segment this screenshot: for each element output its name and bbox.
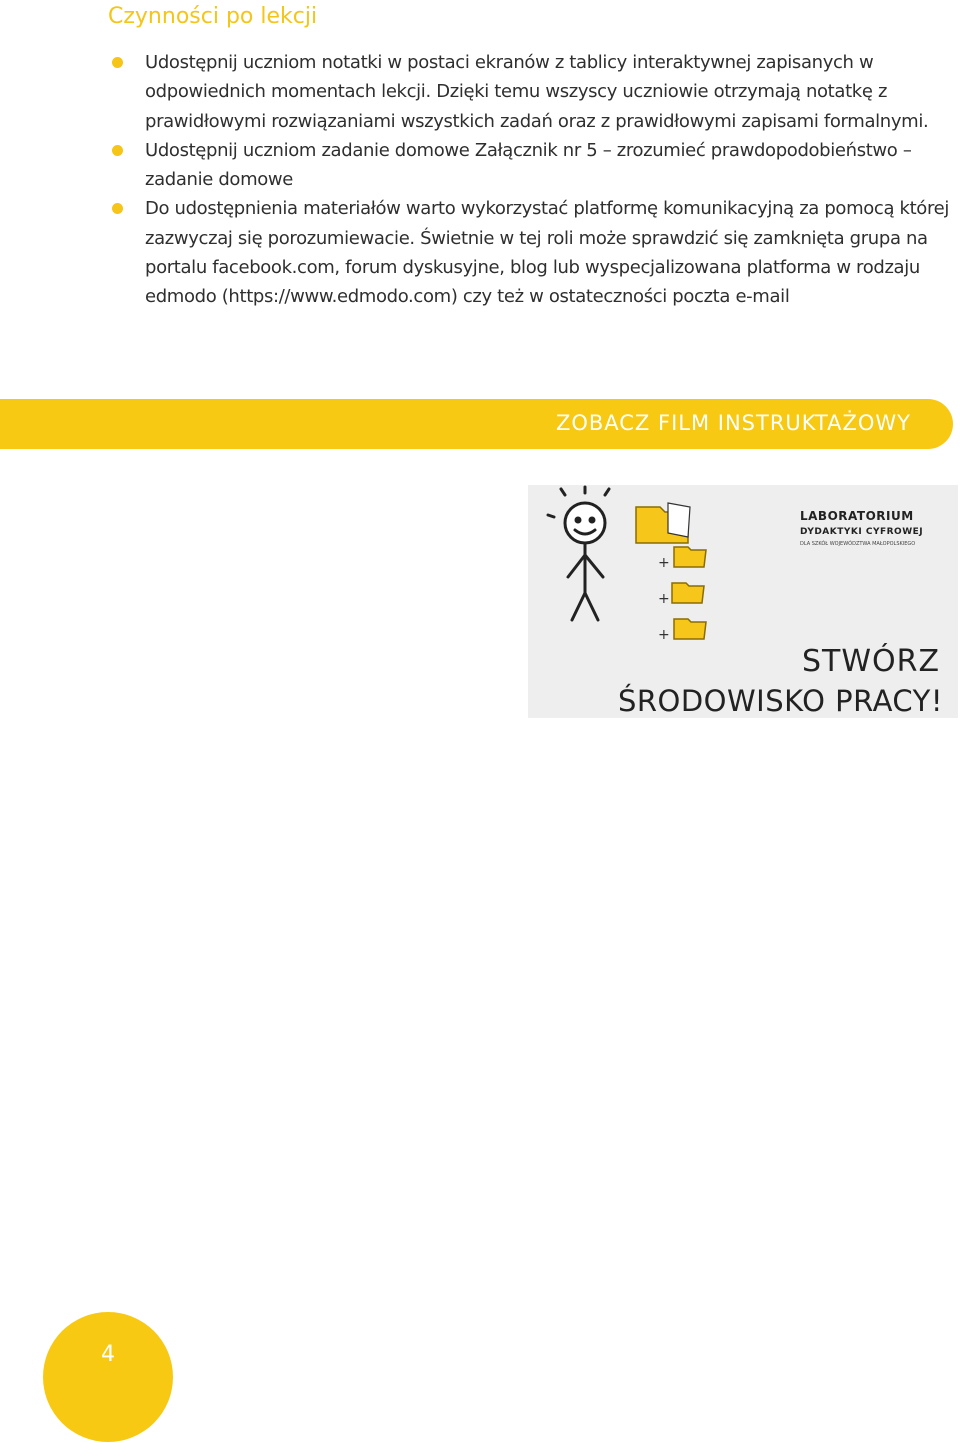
video-thumbnail[interactable] xyxy=(528,485,958,718)
page-number-tab xyxy=(43,1312,173,1442)
svg-text:+: + xyxy=(658,627,670,643)
folder-icon xyxy=(636,503,690,543)
list-item xyxy=(108,48,958,136)
page-number: 4 xyxy=(101,1342,115,1367)
folder-icon xyxy=(674,547,706,567)
list-item-text: Udostępnij uczniom zadanie domowe Załącznik nr 5 – zrozumieć prawdopodobieństwo – zadanie domowe xyxy=(145,139,912,191)
list-item xyxy=(108,194,958,311)
bullet-icon xyxy=(112,145,123,156)
bullet-icon xyxy=(112,57,123,68)
video-banner-label[interactable]: ZOBACZ FILM INSTRUKTAŻOWY xyxy=(555,411,911,435)
list-item-text: Do udostępnienia materiałów warto wykorzystać platformę komunikacyjną za pomocą której zazwyczaj się porozumiewacie. Świetnie w tej roli może sprawdzić się zamknięta grupa na portalu facebook.com, forum dyskusyjne, blog lub wyspecjalizowana platforma w rodzaju edmodo (https://www.edmodo.com) czy też w ostateczności poczta e-mail xyxy=(145,198,950,308)
thumbnail-caption-line1: STWÓRZ xyxy=(801,644,940,679)
list-item xyxy=(108,136,958,195)
folder-icon xyxy=(674,619,706,639)
video-banner[interactable] xyxy=(0,399,953,449)
list-item-text: Udostępnij uczniom notatki w postaci ekranów z tablicy interaktywnej zapisanych w odpowiednich momentach lekcji. Dzięki temu wszyscy uczniowie otrzymają notatkę z prawidłowymi rozwiązaniami wszystkich zadań oraz z prawidłowymi zapisami formalnymi. xyxy=(145,52,929,132)
logo-subtitle: DYDAKTYKI CYFROWEJ xyxy=(800,527,924,537)
folder-icon xyxy=(672,583,704,603)
logo-tagline: DLA SZKÓŁ WOJEWÓDZTWA MAŁOPOLSKIEGO xyxy=(800,541,916,547)
logo-title: LABORATORIUM xyxy=(800,509,914,523)
bullet-list xyxy=(108,48,958,312)
thumbnail-caption-line2: ŚRODOWISKO PRACY! xyxy=(617,684,943,718)
bullet-icon xyxy=(112,203,123,214)
plus-icon xyxy=(658,555,670,643)
section-title: Czynności po lekcji xyxy=(108,4,318,29)
svg-text:+: + xyxy=(658,591,670,607)
svg-text:+: + xyxy=(658,555,670,571)
